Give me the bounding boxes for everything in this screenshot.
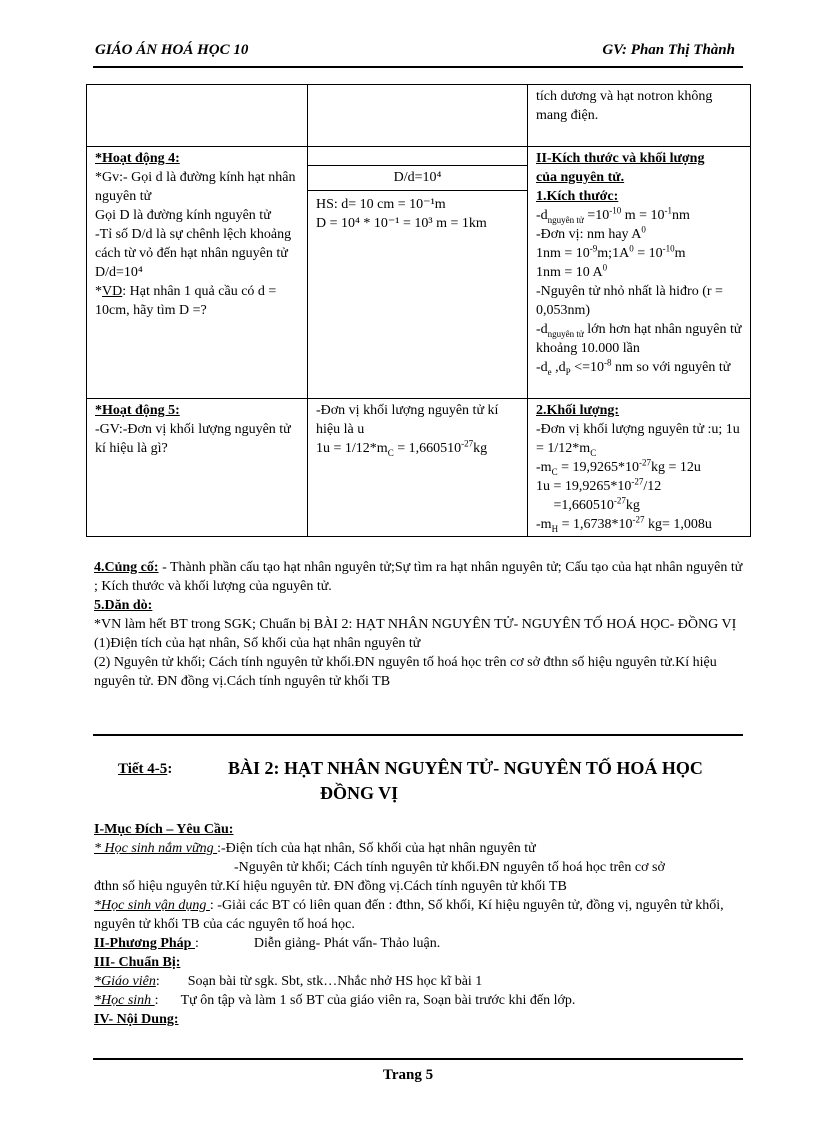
text-line: $-m_C = 19,9265*10^{-27}kg = 12u$ (536, 457, 701, 477)
apply-label: *Học sinh vận dụng (94, 898, 210, 913)
lesson-table (86, 84, 751, 537)
text-line: -Tỉ số D/d là sự chênh lệch khoảng cách từ vỏ đến hạt nhân nguyên tử (95, 227, 292, 261)
size-cell (528, 147, 751, 399)
period-label: Tiết 4-5 (118, 761, 168, 777)
text-line: $1nm = 10^{-9}m;1A^0 = 10^{-10}m$ (536, 243, 686, 261)
table-cell (528, 85, 751, 147)
homework-label: 5.Dăn dò: (94, 598, 153, 613)
objectives-heading: I-Mục Đích – Yêu Cầu: (94, 822, 234, 837)
homework-line: (2) Nguyên tử khối; Cách tính nguyên tử khối.ĐN nguyên tố hoá học trên cơ sở đthn số hiệu nguyên tử.Kí hiệu nguyên tử. ĐN đồng vị.Cách tính nguyên tử khối TB (94, 655, 717, 689)
activity4-text (95, 168, 299, 320)
lesson-title-2: ĐỒNG VỊ (320, 783, 399, 803)
page-number: Trang 5 (382, 1067, 434, 1083)
objectives-section: I-Mục Đích – Yêu Cầu: * Học sinh nắm vững :-Điện tích của hạt nhân, Số khối của hạt nhân nguyên tử -Nguyên tử khối; Cách tính nguyên tử khối.ĐN nguyên tố hoá học trên cơ sở đthn số hiệu nguyên tử.Kí hiệu nguyên tử. ĐN đồng vị.Cách tính nguyên tử khối TB *Học sinh vận dụng : -Giải các BT có liên quan đến : đthn, Số khối, Kí hiệu nguyên tử, đồng vị, nguyên tử khối, nguyên tử khối TB của các nguyên tố hoá học. II-Phương Pháp : Diễn giảng- Phát vấn- Thảo luận. III- Chuẩn Bị: *Giáo viên: Soạn bài từ sgk. Sbt, stk…Nhắc nhở HS học kĩ bài 1 *Học sinh : Tự ôn tập và làm 1 số BT của giáo viên ra, Soạn bài trước khi đến lớp. IV- Nội Dung: (94, 820, 744, 1029)
text-line: $1u = 19,9265*10^{-27}/12$ (536, 476, 662, 494)
master-text-3: đthn số hiệu nguyên tử.Kí hiệu nguyên tử. ĐN đồng vị.Cách tính nguyên tử khối TB (94, 879, 567, 894)
text-line: Gọi D là đường kính nguyên tử (95, 208, 271, 223)
activity4-cell (87, 147, 308, 399)
text-line: -Nguyên tử nhỏ nhất là hiđro (r = 0,053nm) (536, 284, 723, 318)
text-line: 1nm = 10 $A^0$ (536, 262, 608, 280)
text-line: $-d_{nguyên tử} =10^{-10}$ $m = 10^{-1}nm$ (536, 205, 690, 225)
master-text-2: -Nguyên tử khối; Cách tính nguyên tử khối.ĐN nguyên tố hoá học trên cơ sở (234, 860, 665, 875)
method-heading: II-Phương Pháp (94, 936, 195, 951)
header-teacher: GV: Phan Thị Thành (602, 42, 735, 58)
period-colon: : (167, 761, 173, 777)
vd-label: VD (102, 284, 123, 299)
student-label: *Học sinh (94, 993, 155, 1008)
text-line: $-m_H = 1,6738*10^{-27}$ kg= 1,008u (536, 514, 712, 534)
table-row (87, 85, 751, 147)
teacher-label: *Giáo viên (94, 974, 156, 989)
text-line: -Đơn vị khối lượng nguyên tử :u; $1u = 1/12*m_C$ (536, 422, 740, 458)
master-text: :-Điện tích của hạt nhân, Số khối của hạt nhân nguyên tử (217, 841, 536, 856)
mass-cell (528, 399, 751, 537)
preparation-heading: III- Chuẩn Bị: (94, 955, 181, 970)
table-cell (308, 85, 528, 147)
apply-text: : -Giải các BT có liên quan đến : đthn, Số khối, Kí hiệu nguyên tử, đồng vị, nguyên tử khối, nguyên tử khối TB của các nguyên tố hoá học. (94, 898, 724, 932)
unit-lines (316, 401, 519, 458)
consolidation-text: - Thành phần cấu tạo hạt nhân nguyên tử;Sự tìm ra hạt nhân nguyên tử; Cấu tạo của hạt nhân nguyên tử ; Kích thước và khối lượng của nguyên tử. (94, 560, 743, 594)
text-line: -Đơn vị khối lượng nguyên tử kí hiệu là u (316, 403, 499, 437)
page-header (93, 40, 743, 64)
lesson-period (118, 760, 238, 779)
ratio-box: D/d=10⁴ (308, 165, 527, 191)
method-text: Diễn giảng- Phát vấn- Thảo luận. (253, 936, 441, 951)
activity5-cell (87, 399, 308, 537)
text-line: $=1,660510^{-27}kg$ (536, 495, 640, 513)
activity5-title: *Hoạt động 5: (95, 403, 180, 418)
activity5-text: -GV:-Đơn vị khối lượng nguyên tử kí hiệu là gì? (95, 422, 291, 456)
text-line: HS: d= 10 cm = 10⁻¹m (316, 197, 446, 212)
header-rule (93, 66, 743, 68)
text-line: $-d_{nguyên tử}$ lớn hơn hạt nhân nguyên tử khoảng 10.000 lần (536, 322, 742, 356)
teacher-text: Soạn bài từ sgk. Sbt, stk…Nhắc nhở HS học kĩ bài 1 (187, 974, 483, 989)
example-line: *VD: Hạt nhân 1 quả cầu có d = 10cm, hãy tìm D =? (95, 284, 277, 318)
student-text: Tự ôn tập và làm 1 số BT của giáo viên ra, Soạn bài trước khi đến lớp. (180, 993, 576, 1008)
mass-lines (536, 420, 742, 534)
table-row (87, 147, 751, 399)
content-heading: IV- Nội Dung: (94, 1012, 179, 1027)
unit-cell (308, 399, 528, 537)
section-ii-title: II-Kích thước và khối lượng (536, 151, 705, 166)
homework-line: (1)Điện tích của hạt nhân, Số khối của hạt nhân nguyên tử (94, 636, 421, 651)
activity4-title: *Hoạt động 4: (95, 151, 180, 166)
master-label: * Học sinh nắm vững (94, 841, 218, 856)
student-answer-cell (308, 147, 528, 399)
consolidation-section (94, 558, 744, 691)
text-line: -Đơn vị: nm hay $A^0$ (536, 224, 646, 242)
header-course: GIÁO ÁN HOÁ HỌC 10 (95, 42, 249, 58)
neutron-text: tích dương và hạt notron không mang điện. (536, 89, 713, 123)
text-line: *Gv:- Gọi d là đường kính hạt nhân nguyên tử (95, 170, 296, 204)
text-line: D/d=10⁴ (95, 265, 143, 280)
section-ii-title-2: của nguyên tử. (536, 170, 625, 185)
size-lines (536, 206, 742, 377)
size-subtitle: 1.Kích thước: (536, 189, 619, 204)
text-line: $-d_e$ $,d_P <=10^{-8}$ nm so với nguyên tử (536, 357, 731, 377)
section-rule (93, 734, 743, 736)
homework-line: *VN làm hết BT trong SGK; Chuẩn bị BÀI 2: HẠT NHÂN NGUYÊN TỬ- NGUYÊN TỐ HOÁ HỌC- ĐỒNG VỊ (94, 617, 737, 632)
consolidation-label: 4.Củng cố: (94, 560, 159, 575)
lesson-title: BÀI 2: HẠT NHÂN NGUYÊN TỬ- NGUYÊN TỐ HOÁ HỌC (228, 758, 703, 778)
mass-subtitle: 2.Khối lượng: (536, 403, 620, 418)
text-line: $1u = 1/12*m_C = 1,660510^{-27}kg$ (316, 438, 488, 458)
vd-text: : Hạt nhân 1 quả cầu có d = 10cm, hãy tìm D =? (95, 284, 277, 318)
table-cell (87, 85, 308, 147)
table-row (87, 399, 751, 537)
footer-rule (93, 1058, 743, 1060)
text-line: D = 10⁴ * 10⁻¹ = 10³ m = 1km (316, 216, 487, 231)
